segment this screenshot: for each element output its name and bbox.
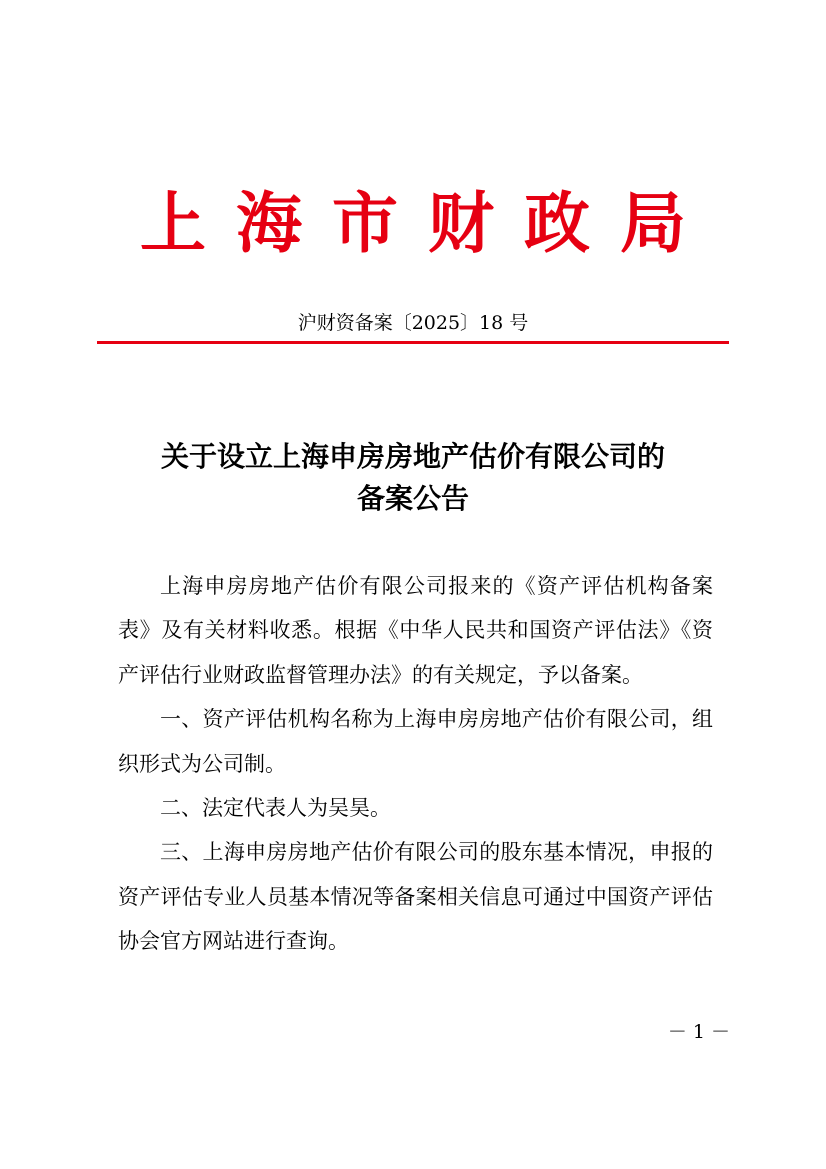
body-paragraph-item-2: 二、法定代表人为吴昊。 bbox=[160, 796, 391, 821]
document-title-line-1: 关于设立上海申房房地产估价有限公司的 bbox=[160, 440, 665, 473]
issuer-heading: 上海市财政局 bbox=[140, 184, 716, 262]
document-body bbox=[118, 564, 713, 964]
document-title-line-2: 备案公告 bbox=[356, 482, 469, 515]
body-paragraph-item-3: 三、上海申房房地产估价有限公司的股东基本情况，申报的资产评估专业人员基本情况等备案相关信息可通过中国资产评估协会官方网站进行查询。 bbox=[118, 840, 713, 954]
body-paragraph-item-1: 一、资产评估机构名称为上海申房房地产估价有限公司，组织形式为公司制。 bbox=[118, 707, 713, 776]
body-paragraph-intro: 上海申房房地产估价有限公司报来的《资产评估机构备案表》及有关材料收悉。根据《中华人民共和国资产评估法》《资产评估行业财政监督管理办法》的有关规定，予以备案。 bbox=[118, 574, 713, 687]
red-divider-line bbox=[97, 341, 729, 344]
document-number: 沪财资备案〔2025〕18 号 bbox=[297, 312, 529, 334]
document-title bbox=[90, 436, 736, 520]
page-number: － 1 － bbox=[667, 1021, 730, 1043]
